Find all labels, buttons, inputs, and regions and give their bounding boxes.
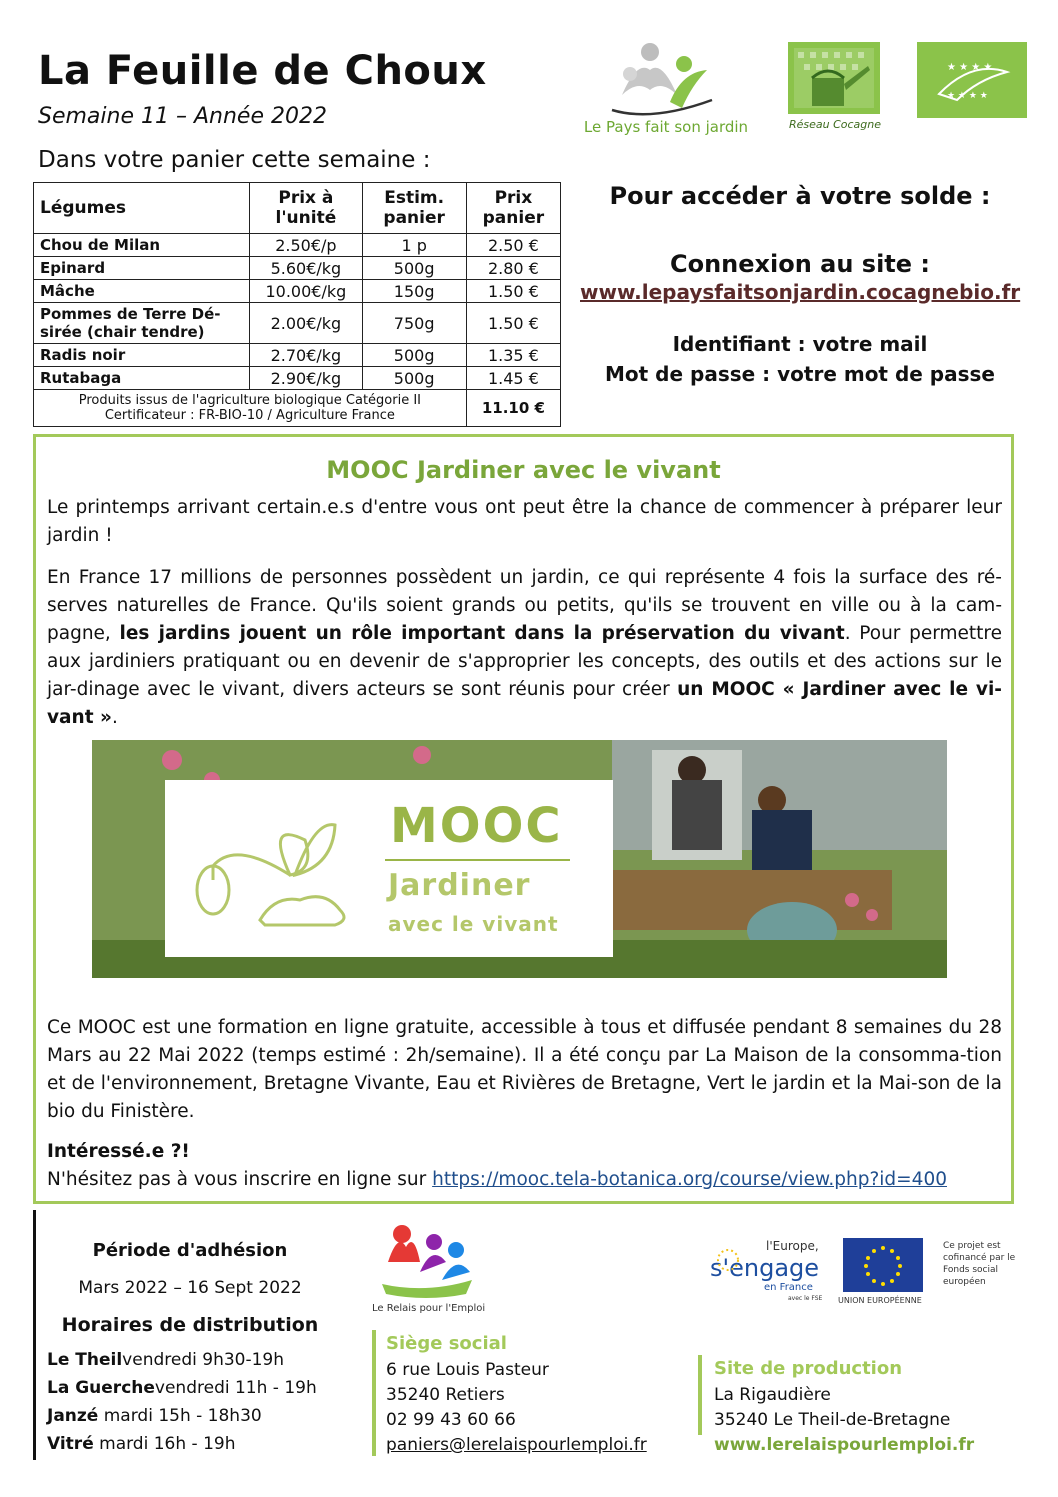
mooc-title: MOOC Jardiner avec le vivant bbox=[326, 456, 721, 484]
newsletter-title: La Feuille de Choux bbox=[38, 48, 487, 94]
svg-text:en France: en France bbox=[764, 1282, 813, 1293]
siege-phone: 02 99 43 60 66 bbox=[386, 1410, 516, 1430]
siege-address bbox=[386, 1358, 647, 1458]
siege-title: Siège social bbox=[386, 1333, 507, 1354]
estimate: 500g bbox=[362, 367, 466, 390]
europe-engage-logo bbox=[704, 1236, 828, 1302]
organic-certification bbox=[34, 390, 467, 427]
eu-caption: UNION EUROPÉENNE bbox=[838, 1296, 922, 1305]
distribution-time: vendredi 11h - 19h bbox=[154, 1378, 317, 1398]
siege-city: 35240 Retiers bbox=[386, 1385, 505, 1405]
distribution-item bbox=[47, 1406, 262, 1426]
unit-price: 2.70€/kg bbox=[250, 344, 362, 367]
table-header-row bbox=[34, 183, 561, 234]
vegetable-name: Chou de Milan bbox=[34, 234, 250, 257]
col-header-vegetables: Légumes bbox=[34, 183, 250, 234]
distribution-place: Le Theil bbox=[47, 1350, 123, 1370]
table-row bbox=[34, 280, 561, 303]
password-info: Mot de passe : votre mot de passe bbox=[605, 362, 995, 386]
col-header-basket-price: Prix panier bbox=[466, 183, 560, 234]
connexion-heading: Connexion au site : bbox=[669, 250, 931, 278]
table-row bbox=[34, 344, 561, 367]
estimate: 150g bbox=[362, 280, 466, 303]
vegetable-name: Radis noir bbox=[34, 344, 250, 367]
table-row bbox=[34, 303, 561, 344]
basket-price: 1.50 € bbox=[466, 303, 560, 344]
table-row bbox=[34, 234, 561, 257]
unit-price: 10.00€/kg bbox=[250, 280, 362, 303]
basket-price: 1.50 € bbox=[466, 280, 560, 303]
europe-stars-icon bbox=[704, 1236, 828, 1302]
svg-text:★ ★ ★ ★: ★ ★ ★ ★ bbox=[947, 62, 993, 73]
relais-logo-caption: Le Relais pour l'Emploi bbox=[372, 1303, 486, 1314]
col-header-unit-price: Prix à l'unité bbox=[250, 183, 362, 234]
vegetable-name: Mâche bbox=[34, 280, 250, 303]
table-footer-row bbox=[34, 390, 561, 427]
col-header-estimate: Estim. panier bbox=[362, 183, 466, 234]
basket-table bbox=[33, 182, 561, 427]
paragraph-text: En France 17 millions de personnes possèdent un jardin, ce qui représente 4 fois la surface des ré-serves naturelles de France. Qu'ils soient grands ou petits, qu'ils se trouvent en ville ou à la cam-pagne, bbox=[47, 567, 1002, 644]
distribution-place: Vitré bbox=[47, 1434, 94, 1454]
basket-total: 11.10 € bbox=[466, 390, 560, 427]
vegetable-name: Epinard bbox=[34, 257, 250, 280]
footer-divider bbox=[33, 1210, 36, 1460]
account-site-link[interactable]: www.lepaysfaitsonjardin.cocagnebio.fr bbox=[580, 280, 1021, 304]
svg-text:s'engage: s'engage bbox=[710, 1254, 820, 1282]
relais-pour-emploi-logo bbox=[376, 1222, 476, 1302]
distribution-item bbox=[47, 1378, 317, 1398]
distribution-time: mardi 16h - 19h bbox=[93, 1434, 236, 1454]
adhesion-title: Période d'adhésion bbox=[92, 1240, 288, 1261]
basket-price: 1.35 € bbox=[466, 344, 560, 367]
eu-flag bbox=[843, 1238, 923, 1292]
eu-cofinance-note: Ce projet est cofinancé par le Fonds social européen bbox=[943, 1241, 1016, 1287]
eu-organic-logo bbox=[917, 42, 1027, 118]
emphasis-text: les jardins jouent un rôle important dans la préservation du vivant bbox=[119, 623, 845, 644]
basket-price: 2.80 € bbox=[466, 257, 560, 280]
horaires-title: Horaires de distribution bbox=[61, 1314, 319, 1336]
watering-can-icon bbox=[788, 42, 880, 114]
distribution-item bbox=[47, 1350, 284, 1370]
distribution-place: Janzé bbox=[47, 1406, 99, 1426]
organic-leaf-icon bbox=[917, 42, 1027, 118]
production-city: 35240 Le Theil-de-Bretagne bbox=[714, 1410, 951, 1430]
table-row bbox=[34, 257, 561, 280]
estimate: 500g bbox=[362, 344, 466, 367]
table-row bbox=[34, 367, 561, 390]
mooc-intro-paragraph: Le printemps arrivant certain.e.s d'entre vous ont peut être la chance de commencer à préparer leur jardin ! bbox=[47, 497, 1002, 546]
emphasis-text: un MOOC « Jardiner avec le vi-vant » bbox=[47, 679, 1002, 728]
paragraph-text: . bbox=[111, 707, 118, 728]
signup-paragraph bbox=[47, 1166, 1002, 1194]
paragraph-text: . Pour permettre aux jardiniers pratiquant ou en devenir de s'approprier les concepts, des outils et des actions sur le jar-dinage avec le vivant, divers acteurs se sont réunis pour créer bbox=[47, 623, 1002, 700]
login-info: Identifiant : votre mail bbox=[672, 332, 928, 356]
pays-logo-caption: Le Pays fait son jardin bbox=[583, 118, 749, 136]
basket-price: 2.50 € bbox=[466, 234, 560, 257]
card-avec-text: avec le vivant bbox=[388, 912, 559, 936]
distribution-place: La Guerche bbox=[47, 1378, 155, 1398]
svg-text:avec le FSE: avec le FSE bbox=[788, 1295, 823, 1302]
svg-text:l'Europe,: l'Europe, bbox=[766, 1239, 819, 1253]
distribution-item bbox=[47, 1434, 235, 1454]
siege-email-link[interactable]: paniers@lerelaispourlemploi.fr bbox=[386, 1435, 647, 1455]
unit-price: 2.00€/kg bbox=[250, 303, 362, 344]
siege-street: 6 rue Louis Pasteur bbox=[386, 1360, 549, 1380]
production-website-link[interactable]: www.lerelaispourlemploi.fr bbox=[714, 1435, 975, 1455]
account-heading: Pour accéder à votre solde : bbox=[609, 182, 991, 210]
certification-line-2: Certificateur : FR-BIO-10 / Agriculture France bbox=[104, 408, 395, 423]
card-mooc-text: MOOC bbox=[390, 798, 563, 854]
estimate: 500g bbox=[362, 257, 466, 280]
reseau-cocagne-logo bbox=[788, 42, 880, 114]
estimate: 1 p bbox=[362, 234, 466, 257]
signup-text: N'hésitez pas à vous inscrire en ligne sur bbox=[47, 1169, 433, 1190]
unit-price: 2.50€/p bbox=[250, 234, 362, 257]
mooc-signup-link[interactable]: https://mooc.tela-botanica.org/course/view.php?id=400 bbox=[432, 1169, 947, 1190]
production-place: La Rigaudière bbox=[714, 1385, 831, 1405]
vegetable-name: Pommes de Terre Dé-sirée (chair tendre) bbox=[34, 303, 250, 344]
basket-price: 1.45 € bbox=[466, 367, 560, 390]
vegetable-name: Rutabaga bbox=[34, 367, 250, 390]
production-title: Site de production bbox=[714, 1358, 903, 1379]
distribution-time: vendredi 9h30-19h bbox=[122, 1350, 285, 1370]
basket-heading: Dans votre panier cette semaine : bbox=[38, 147, 431, 173]
production-address bbox=[714, 1383, 974, 1458]
siege-divider bbox=[372, 1330, 376, 1456]
cocagne-logo-caption: Réseau Cocagne bbox=[788, 118, 882, 131]
estimate: 750g bbox=[362, 303, 466, 344]
adhesion-dates: Mars 2022 – 16 Sept 2022 bbox=[78, 1278, 302, 1298]
certification-line-1: Produits issus de l'agriculture biologique Catégorie II bbox=[78, 393, 422, 408]
card-jardiner-text: Jardiner bbox=[388, 868, 531, 903]
mooc-description-paragraph: Ce MOOC est une formation en ligne gratuite, accessible à tous et diffusée pendant 8 semaines du 28 Mars au 22 Mai 2022 (temps estimé : 2h/semaine). Il a été conçu par La Maison de la consomma-tion et de l'environnement, Bretagne Vivante, Eau et Rivières de Bretagne, Vert le jardin et la Mai-son de la bio du Finistère. bbox=[47, 1017, 1002, 1122]
mooc-context-paragraph bbox=[47, 564, 1002, 732]
production-divider bbox=[698, 1355, 702, 1435]
svg-text:★ ★ ★ ★: ★ ★ ★ ★ bbox=[947, 91, 988, 101]
distribution-time: mardi 15h - 18h30 bbox=[98, 1406, 262, 1426]
eu-stars-icon bbox=[843, 1238, 923, 1292]
week-label: Semaine 11 – Année 2022 bbox=[38, 104, 327, 129]
interested-heading: Intéressé.e ?! bbox=[47, 1141, 190, 1162]
unit-price: 2.90€/kg bbox=[250, 367, 362, 390]
unit-price: 5.60€/kg bbox=[250, 257, 362, 280]
